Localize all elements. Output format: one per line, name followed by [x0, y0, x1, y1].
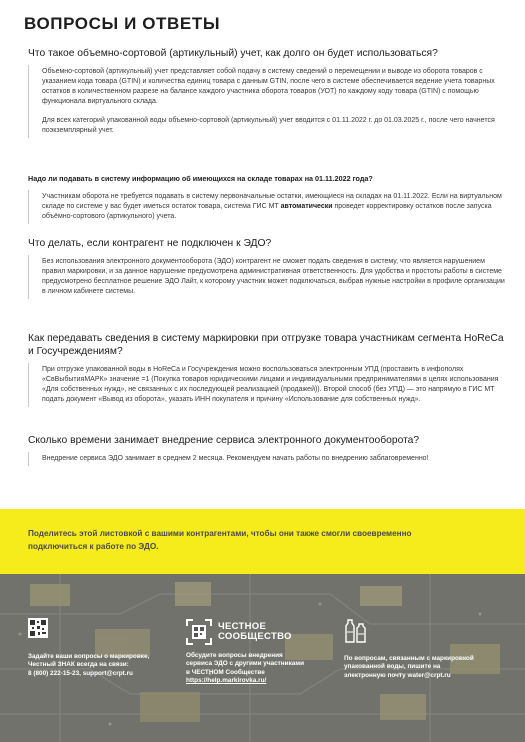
footer-water-column — [344, 618, 514, 680]
answer — [28, 257, 505, 297]
brand-line: ЧЕСТНОЕ — [218, 621, 267, 632]
qa-item — [0, 237, 525, 297]
question: Что делать, если контрагент не подключен к ЭДО? — [28, 238, 272, 249]
qr-code-icon — [28, 618, 48, 638]
community-link[interactable]: https://help.markirovka.ru/ — [186, 677, 267, 685]
answer-paragraph: Внедрение сервиса ЭДО занимает в среднем 2 месяца. Рекомендуем начать работы по внедрению заблаговременно! — [42, 455, 429, 462]
question: Надо ли подавать в систему информацию об имеющихся на складе товарах на 01.11.2022 года? — [28, 174, 373, 183]
footer-contact-column — [28, 618, 178, 678]
qr-frame-logo-icon — [186, 619, 212, 645]
water-bottles-icon — [344, 618, 368, 644]
answer — [28, 365, 505, 405]
footer-text-line: По вопросам, связанным с маркировкой — [344, 655, 474, 662]
answer-paragraph: Участникам оборота не требуется подавать в систему первоначальные остатки, имеющиеся на складах на 01.11.2022. Если на виртуальном складе по системе у вас будет иметься остаток товара, система ГИС МТ автоматически проведет корректировку остатков после запуска объёмно-сортового (артикульного) учета. — [42, 193, 502, 220]
answer-paragraph: Для всех категорий упакованной воды объемно-сортовой (артикульный) учет вводится с 01.11.2022 г. до 01.03.2025 г., после чего начнется поэкземплярный учет. — [42, 117, 495, 134]
answer — [28, 192, 505, 222]
answer — [28, 454, 505, 464]
share-banner — [0, 509, 525, 574]
footer-text-line: упакованной воды, пишите на — [344, 663, 441, 671]
question: Сколько времени занимает внедрение сервиса электронного документооборота? — [28, 435, 420, 446]
qa-item — [0, 172, 525, 222]
footer-text-line: Задайте ваши вопросы о маркировке, — [28, 653, 150, 660]
community-logo — [186, 618, 336, 646]
answer-paragraph: При отгрузке упакованной воды в HoReCa и Госучреждения можно воспользоваться электронным УПД (проставить в инфополях «СвВыбытияМАРК» значение =1 (Покупка товаров юридическими лицами и индивидуальными предпринимателями в целях использования «Для собственных нужд», не связанных с их последующей реализацией (продажей)). Второй способ (без УПД) — это напрямую в ГИС МТ подать документ «Вывод из оборота», указать ИНН покупателя и причину «Использование для собственных нужд». — [42, 366, 499, 403]
footer-text-line: сервиса ЭДО с другими участниками — [186, 660, 304, 668]
banner-text: Поделитесь этой листовкой с вашими контрагентами, чтобы они также смогли своевременно подключиться к работе по ЭДО. — [28, 529, 412, 551]
qa-item — [0, 434, 525, 464]
qa-item — [0, 47, 525, 136]
answer-paragraph: Объемно-сортовой (артикульный) учет представляет собой подачу в систему сведений о перемещении и выводе из оборота товаров с указанием кода товара (GTIN) и количества единиц товара с данным GTIN, после чего в системе обеспечивается ведение учета товарных остатков в количественном разрезе на балансе каждого участника оборота товаров (УОТ) по каждому коду товара (GTIN) с помощью функционала виртуального склада. — [42, 68, 495, 105]
question: Что такое объемно-сортовой (артикульный) учет, как долго он будет использоваться? — [28, 48, 438, 59]
footer-community-column — [186, 618, 336, 686]
footer-email[interactable]: электронную почту water@crpt.ru — [344, 671, 451, 679]
answer — [28, 67, 505, 136]
footer-phone-email[interactable]: 8 (800) 222-15-23, support@crpt.ru — [28, 669, 133, 677]
brand-line: СООБЩЕСТВО — [218, 631, 292, 642]
footer-text-line: в ЧЕСТНОМ Сообществе — [186, 668, 265, 676]
answer-paragraph: Без использования электронного документооборота (ЭДО) контрагент не сможет подать сведения в систему, что является нарушением правил маркировки, и за данное нарушение предусмотрена административная ответственность. Для удобства и простоты работы в системе предусмотрено бесплатное решение ЭДО Лайт, к которому участник может подключаться, выбрав нужные настройки в профиле организации в личном кабинете системы. — [42, 258, 505, 295]
page-title: ВОПРОСЫ И ОТВЕТЫ — [24, 14, 221, 33]
footer — [0, 574, 525, 742]
footer-text-line: Честный ЗНАК всегда на связи: — [28, 661, 129, 669]
footer-text-line: Обсудите вопросы внедрения — [186, 652, 283, 659]
question: Как передавать сведения в систему маркировки при отгрузке товара участникам сегмента HoReCa и Госучреждениям? — [28, 333, 504, 357]
bold-word: автоматически — [280, 203, 333, 210]
qa-item — [0, 332, 525, 405]
